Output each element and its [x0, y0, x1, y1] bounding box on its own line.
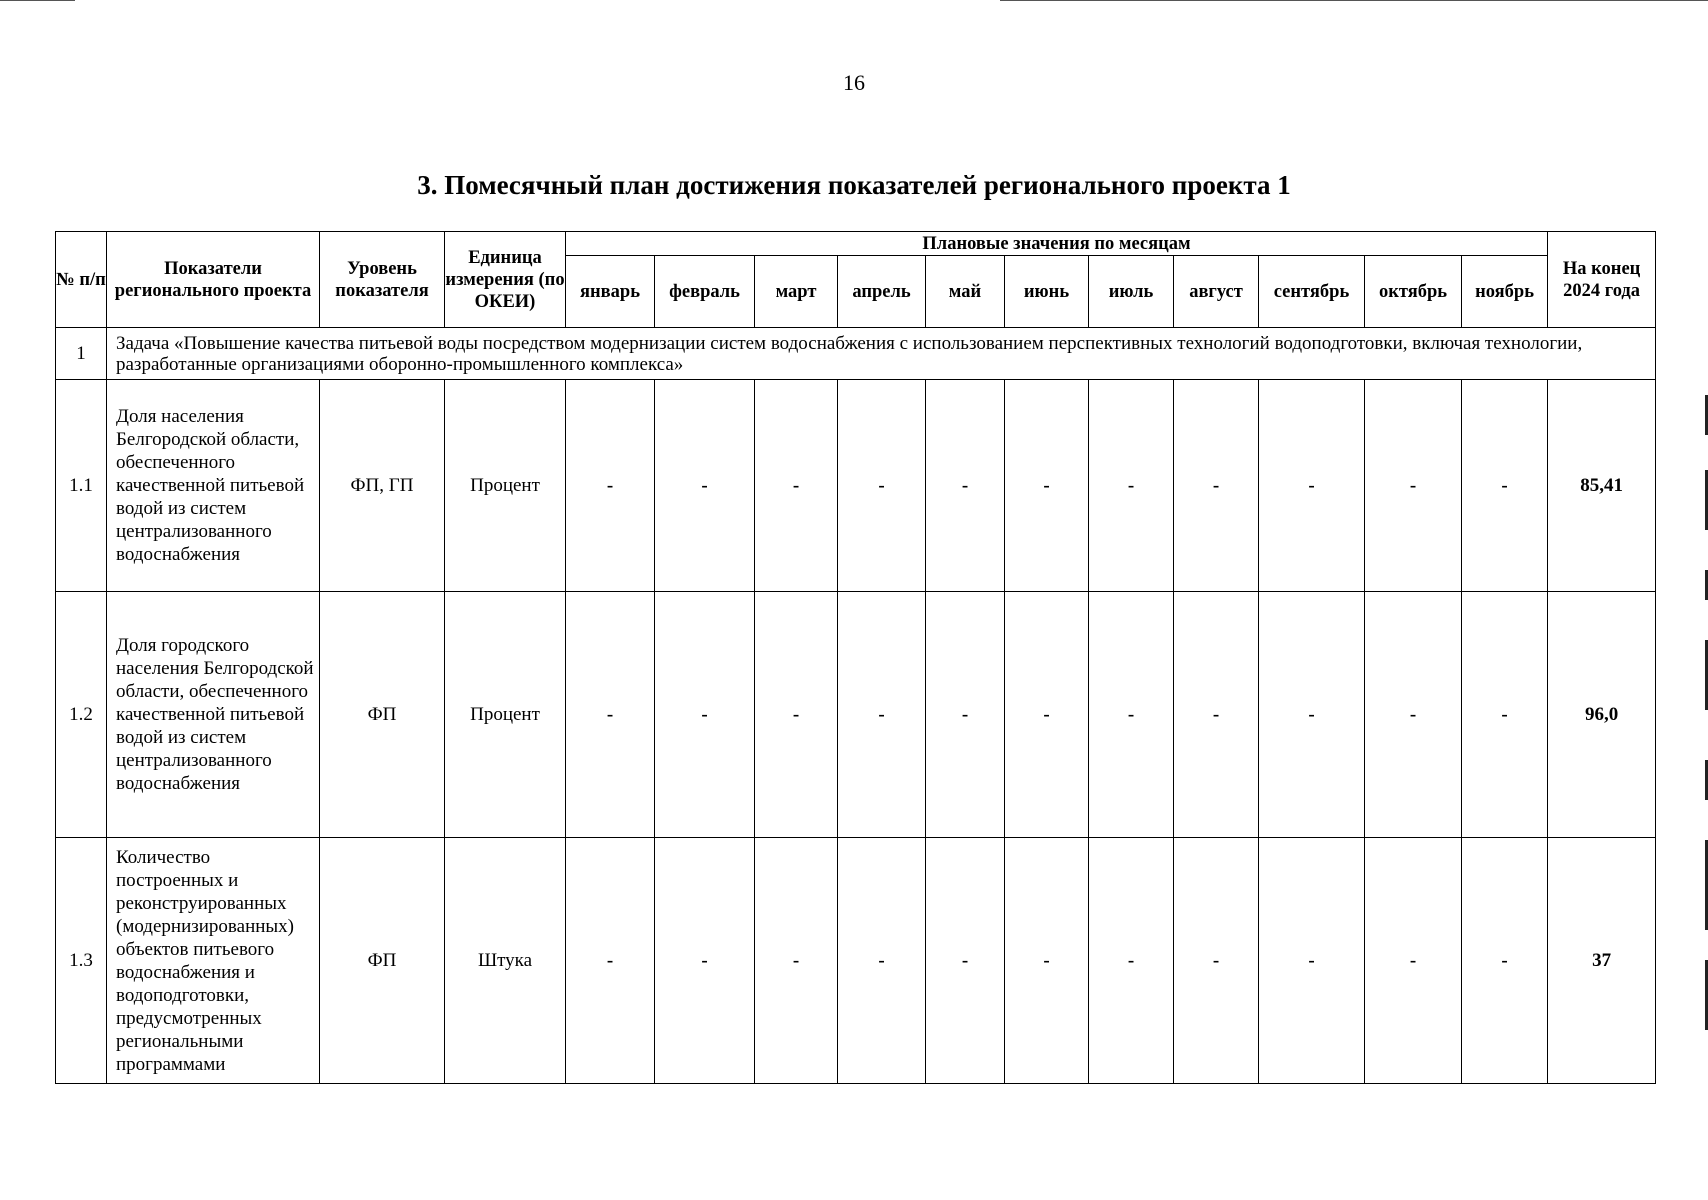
header-month: апрель: [838, 256, 926, 328]
row-month-value: -: [926, 380, 1005, 592]
row-month-value: -: [655, 592, 755, 838]
row-unit: Процент: [445, 380, 566, 592]
row-month-value: -: [1259, 838, 1365, 1084]
row-unit: Процент: [445, 592, 566, 838]
row-num: 1.2: [56, 592, 107, 838]
header-unit: Единица измерения (по ОКЕИ): [445, 232, 566, 328]
row-level: ФП: [320, 838, 445, 1084]
row-year-end-value: 96,0: [1548, 592, 1656, 838]
row-year-end-value: 85,41: [1548, 380, 1656, 592]
document-title: 3. Помесячный план достижения показателей регионального проекта 1: [417, 170, 1291, 200]
table-row: [56, 592, 1656, 838]
row-month-value: -: [838, 380, 926, 592]
row-month-value: -: [1174, 380, 1259, 592]
table-row: [56, 838, 1656, 1084]
header-month: октябрь: [1365, 256, 1462, 328]
header-month: февраль: [655, 256, 755, 328]
row-month-value: -: [1174, 592, 1259, 838]
header-year-end: На конец 2024 года: [1548, 232, 1656, 328]
row-month-value: -: [566, 380, 655, 592]
row-month-value: -: [1174, 838, 1259, 1084]
header-month: сентябрь: [1259, 256, 1365, 328]
row-month-value: -: [655, 838, 755, 1084]
scan-edge-line: [0, 0, 75, 1]
header-month: ноябрь: [1462, 256, 1548, 328]
row-month-value: -: [1365, 838, 1462, 1084]
row-indicator: Количество построенных и реконструированных (модернизированных) объектов питьевого водоснабжения и водоподготовки, предусмотренных региональными программами: [107, 838, 320, 1084]
row-month-value: -: [1462, 592, 1548, 838]
row-level: ФП: [320, 592, 445, 838]
header-month: август: [1174, 256, 1259, 328]
row-num: 1.1: [56, 380, 107, 592]
row-month-value: -: [926, 838, 1005, 1084]
header-planned-values: Плановые значения по месяцам: [566, 232, 1548, 256]
row-num: 1.3: [56, 838, 107, 1084]
row-year-end-value: 37: [1548, 838, 1656, 1084]
row-unit: Штука: [445, 838, 566, 1084]
row-month-value: -: [1089, 592, 1174, 838]
header-num: № п/п: [56, 232, 107, 328]
row-month-value: -: [1365, 380, 1462, 592]
row-month-value: -: [1005, 592, 1089, 838]
row-month-value: -: [1365, 592, 1462, 838]
row-month-value: -: [1462, 838, 1548, 1084]
row-indicator: Доля городского населения Белгородской области, обеспеченного качественной питьевой водой из систем централизованного водоснабжения: [107, 592, 320, 838]
row-month-value: -: [1462, 380, 1548, 592]
row-month-value: -: [1259, 592, 1365, 838]
row-month-value: -: [755, 838, 838, 1084]
row-month-value: -: [1259, 380, 1365, 592]
row-month-value: -: [1005, 838, 1089, 1084]
task-num: 1: [56, 328, 107, 380]
header-month: март: [755, 256, 838, 328]
row-indicator: Доля населения Белгородской области, обеспеченного качественной питьевой водой из систем централизованного водоснабжения: [107, 380, 320, 592]
row-month-value: -: [838, 592, 926, 838]
task-text: Задача «Повышение качества питьевой воды посредством модернизации систем водоснабжения с использованием перспективных технологий водоподготовки, включая технологии, разработанные организациями оборонно-промышленного комплекса»: [107, 328, 1656, 380]
row-month-value: -: [926, 592, 1005, 838]
scan-edge-line: [1000, 0, 1708, 1]
row-level: ФП, ГП: [320, 380, 445, 592]
task-row: [56, 328, 1656, 380]
header-level: Уровень показателя: [320, 232, 445, 328]
header-month: июнь: [1005, 256, 1089, 328]
row-month-value: -: [838, 838, 926, 1084]
table-row: [56, 380, 1656, 592]
row-month-value: -: [1005, 380, 1089, 592]
row-month-value: -: [566, 838, 655, 1084]
header-indicator: Показатели регионального проекта: [107, 232, 320, 328]
indicators-plan-table: [55, 231, 1656, 1084]
header-month: июль: [1089, 256, 1174, 328]
header-month: январь: [566, 256, 655, 328]
row-month-value: -: [655, 380, 755, 592]
row-month-value: -: [1089, 380, 1174, 592]
row-month-value: -: [755, 592, 838, 838]
page-number: 16: [843, 70, 865, 95]
row-month-value: -: [755, 380, 838, 592]
row-month-value: -: [1089, 838, 1174, 1084]
header-month: май: [926, 256, 1005, 328]
row-month-value: -: [566, 592, 655, 838]
